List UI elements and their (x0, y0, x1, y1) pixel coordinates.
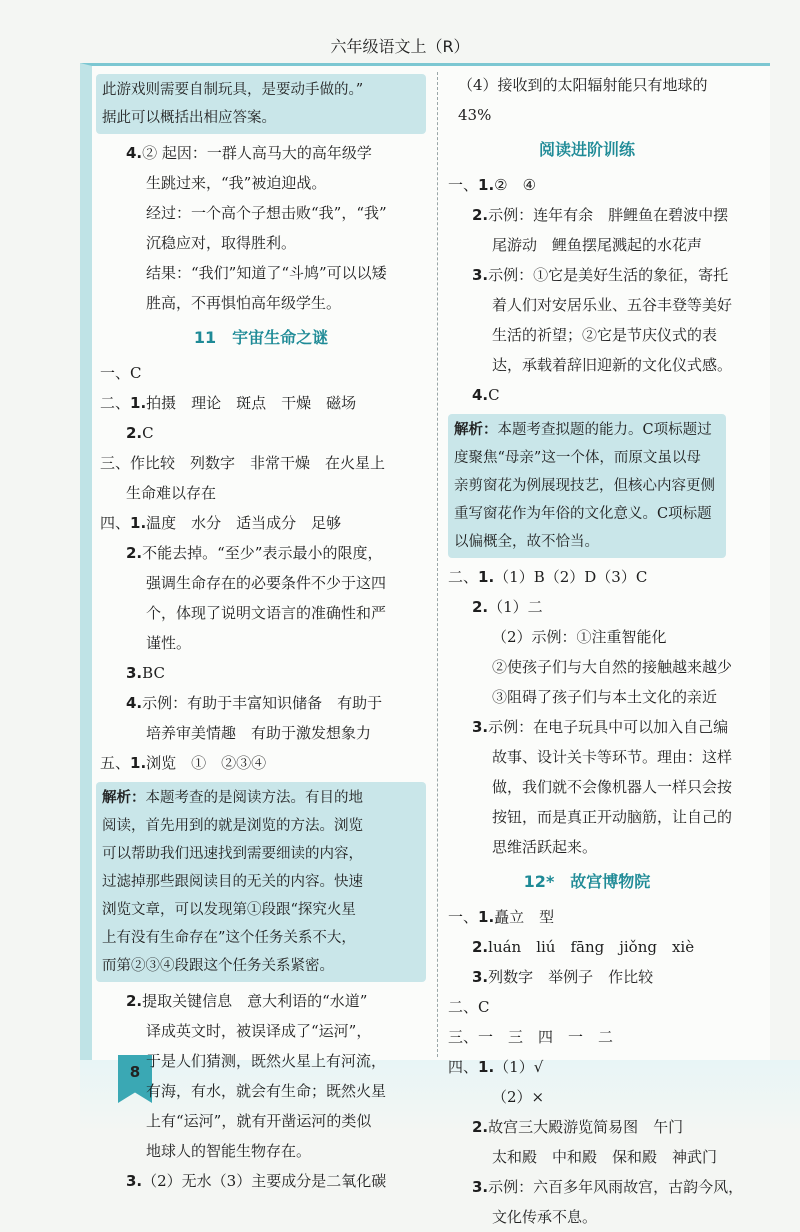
analysis-text: 过滤掉那些跟阅读目的无关的内容。快速 (102, 874, 363, 890)
item-number: 1. (130, 514, 147, 532)
answer-line (448, 1082, 726, 1112)
answer-line (448, 682, 726, 712)
answer-line (96, 388, 426, 418)
answer-text: 结果：“我们”知道了“斗鸠”可以以矮 (146, 264, 387, 282)
item-number: 1. (130, 754, 147, 772)
answer-line (96, 718, 426, 748)
answer-line (448, 592, 726, 622)
analysis-line (454, 500, 720, 528)
answer-text: 文化传承不息。 (492, 1208, 598, 1226)
answer-text: 列数字 举例子 作比较 (488, 968, 654, 986)
analysis-text: 上有没有生命存在”这个任务关系不大， (102, 930, 356, 946)
item-number: 3. (472, 1178, 489, 1196)
answer-text: 拍摄 理论 斑点 干燥 磁场 (146, 394, 357, 412)
answer-text: 译成英文时，被误译成了“运河”， (146, 1022, 372, 1040)
answer-line (96, 1016, 426, 1046)
item-number: 2. (472, 938, 489, 956)
answer-text: 有海，有水，就会有生命；既然火星 (146, 1082, 387, 1100)
analysis-text: 浏览文章，可以发现第①段跟“探究火星 (102, 902, 356, 918)
answer-text: （4）接收到的太阳辐射能只有地球的 (458, 76, 708, 94)
analysis-box (96, 74, 426, 134)
column-divider (437, 72, 438, 1057)
answer-text: 达，承载着辞旧迎新的文化仪式感。 (492, 356, 733, 374)
answer-line (448, 1172, 744, 1202)
analysis-text: 此游戏则需要自制玩具，是要动手做的。” (102, 82, 364, 98)
answer-line (448, 562, 726, 592)
item-number: 1. (478, 1058, 495, 1076)
answer-line (448, 992, 726, 1022)
answer-text: 生命难以存在 (126, 484, 217, 502)
answer-text: 三、一 三 四 一 二 (448, 1028, 614, 1046)
answer-text: 提取关键信息 意大利语的“水道” (142, 992, 368, 1010)
analysis-line (102, 924, 420, 952)
answer-text: （1）二 (488, 598, 543, 616)
analysis-text: 本题考查拟题的能力。C项标题过 (497, 422, 712, 438)
answer-text: （1）B（2）D（3）C (494, 568, 648, 586)
answer-line (448, 802, 733, 832)
answer-line (96, 658, 426, 688)
answer-line (448, 772, 733, 802)
item-number: 2. (126, 544, 143, 562)
answer-line (96, 1136, 426, 1166)
answer-text: 沉稳应对，取得胜利。 (146, 234, 297, 252)
answer-line (96, 688, 426, 718)
answer-line (448, 200, 729, 230)
answer-text: 于是人们猜测，既然火星上有河流， (146, 1052, 387, 1070)
answer-text: ③阻碍了孩子们与本土文化的亲近 (492, 688, 718, 706)
left-column (96, 70, 426, 1196)
answer-text: （2）× (492, 1088, 545, 1106)
item-number: 2. (472, 598, 489, 616)
answer-text: ②使孩子们与大自然的接触越来越少 (492, 658, 733, 676)
analysis-line (454, 528, 720, 556)
answer-line (448, 170, 726, 200)
answer-line (96, 138, 426, 168)
item-number: 2. (472, 206, 489, 224)
answer-text: （1）√ (494, 1058, 544, 1076)
answer-line (96, 418, 426, 448)
answer-text: 地球人的智能生物存在。 (146, 1142, 312, 1160)
analysis-line (454, 416, 720, 444)
answer-text: 经过：一个高个子想击败“我”，“我” (146, 204, 387, 222)
item-number: 3. (472, 968, 489, 986)
answer-text: 谨性。 (146, 634, 192, 652)
answer-text: 43% (458, 106, 492, 124)
section-marker: 五、 (100, 754, 131, 772)
item-number: 2. (126, 992, 143, 1010)
analysis-line (102, 840, 420, 868)
answer-text: ② ④ (494, 176, 537, 194)
analysis-line (102, 104, 420, 132)
answer-line (96, 598, 426, 628)
item-number: 3. (472, 266, 489, 284)
answer-line (448, 742, 733, 772)
answer-line (448, 622, 726, 652)
analysis-text: 而第②③④段跟这个任务关系紧密。 (102, 958, 334, 974)
answer-text: 故宫三大殿游览简易图 午门 (488, 1118, 684, 1136)
analysis-line (102, 896, 420, 924)
answer-text: 温度 水分 适当成分 足够 (146, 514, 342, 532)
answer-text: BC (142, 664, 165, 682)
answer-line (96, 448, 426, 478)
answer-line (448, 1202, 726, 1232)
answer-text: 按钮，而是真正开动脑筋，让自己的 (492, 808, 733, 826)
item-number: 3. (126, 664, 143, 682)
answer-line (448, 902, 726, 932)
analysis-label: 解析： (102, 789, 146, 806)
answer-text: 示例：①它是美好生活的象征，寄托 (488, 266, 729, 284)
answer-text: 示例：连年有余 胖鲤鱼在碧波中摆 (488, 206, 729, 224)
answer-line (448, 1112, 726, 1142)
analysis-line (102, 76, 420, 104)
analysis-label: 解析： (454, 421, 498, 438)
answer-line (448, 832, 726, 862)
answer-line (448, 380, 726, 410)
answer-line (448, 932, 726, 962)
analysis-line (102, 868, 420, 896)
answer-text: 生活的祈望；②它是节庆仪式的表 (492, 326, 718, 344)
answer-text: （2）无水（3）主要成分是二氧化碳 (142, 1172, 387, 1190)
analysis-text: 重写窗花作为年俗的文化意义。C项标题 (454, 506, 712, 522)
answer-text: 示例：在电子玩具中可以加入自己编 (488, 718, 729, 736)
section-title: 11 宇宙生命之谜 (193, 328, 329, 347)
item-number: 3. (472, 718, 489, 736)
answer-line (448, 350, 733, 380)
answer-text: ② 起因：一群人高马大的高年级学 (142, 144, 372, 162)
item-number: 4. (126, 144, 143, 162)
answer-line (96, 358, 426, 388)
answer-text: 生跳过来，“我”被迫迎战。 (146, 174, 327, 192)
answer-line (96, 748, 426, 778)
section-title: 阅读进阶训练 (538, 140, 635, 159)
section-marker: 四、 (448, 1058, 479, 1076)
answer-line (96, 288, 426, 318)
answer-text: 思维活跃起来。 (492, 838, 598, 856)
item-number: 2. (126, 424, 143, 442)
answer-line (448, 100, 726, 130)
item-number: 2. (472, 1118, 489, 1136)
answer-line (96, 168, 426, 198)
answer-text: 上有“运河”，就有开凿运河的类似 (146, 1112, 372, 1130)
answer-line (96, 228, 426, 258)
answer-text: 一、C (100, 364, 142, 382)
analysis-line (102, 784, 420, 812)
section-marker: 一、 (448, 908, 479, 926)
answer-text: 不能去掉。“至少”表示最小的限度， (142, 544, 383, 562)
answer-line (448, 320, 726, 350)
answer-text: 做，我们就不会像机器人一样只会按 (492, 778, 733, 796)
answer-line (96, 1166, 426, 1196)
answer-text: C (488, 386, 500, 404)
analysis-line (102, 812, 420, 840)
analysis-text: 据此可以概括出相应答案。 (102, 110, 276, 126)
analysis-line (102, 952, 420, 980)
answer-line (96, 628, 426, 658)
item-number: 4. (472, 386, 489, 404)
analysis-text: 亲剪窗花为例展现技艺，但核心内容更侧 (454, 478, 715, 494)
answer-text: 胜高，不再惧怕高年级学生。 (146, 294, 342, 312)
section-title: 12* 故宫博物院 (523, 872, 651, 891)
answer-text: 浏览 ① ②③④ (146, 754, 267, 772)
answer-line (96, 508, 426, 538)
answer-text: 矗立 型 (494, 908, 555, 926)
answer-text: （2）示例：①注重智能化 (492, 628, 667, 646)
answer-text: 太和殿 中和殿 保和殿 神武门 (492, 1148, 718, 1166)
page-number: 8 (129, 1063, 141, 1081)
analysis-box (96, 782, 426, 982)
answer-line (448, 1052, 726, 1082)
item-number: 1. (478, 568, 495, 586)
answer-text: luán liú fāng jiǒng xiè (488, 938, 695, 956)
answer-line (448, 290, 733, 320)
item-number: 1. (130, 394, 147, 412)
answer-text: 示例：有助于丰富知识储备 有助于 (142, 694, 383, 712)
analysis-text: 度聚焦“母亲”这一个体，而原文虽以母 (454, 450, 701, 466)
section-marker: 二、 (100, 394, 131, 412)
analysis-box (448, 414, 726, 558)
answer-line (96, 1076, 426, 1106)
analysis-text: 以偏概全，故不恰当。 (454, 534, 599, 550)
answer-line (96, 1046, 426, 1076)
analysis-text: 可以帮助我们迅速找到需要细读的内容， (102, 846, 363, 862)
item-number: 1. (478, 908, 495, 926)
answer-line (448, 962, 726, 992)
answer-text: 个，体现了说明文语言的准确性和严 (146, 604, 387, 622)
section-marker: 二、 (448, 568, 479, 586)
analysis-text: 阅读，首先用到的就是浏览的方法。浏览 (102, 818, 363, 834)
item-number: 1. (478, 176, 495, 194)
answer-text: 培养审美情趣 有助于激发想象力 (146, 724, 372, 742)
answer-line (448, 1022, 726, 1052)
analysis-line (454, 444, 720, 472)
answer-text: 着人们对安居乐业、五谷丰登等美好 (492, 296, 733, 314)
answer-line (448, 70, 726, 100)
analysis-line (454, 472, 720, 500)
answer-text: 示例：六百多年风雨故宫，古韵今风， (488, 1178, 744, 1196)
analysis-text: 本题考查的是阅读方法。有目的地 (145, 790, 363, 806)
item-number: 4. (126, 694, 143, 712)
answer-text: 二、C (448, 998, 490, 1016)
answer-text: 三、作比较 列数字 非常干燥 在火星上 (100, 454, 386, 472)
answer-line (96, 986, 426, 1016)
answer-line (448, 260, 729, 290)
answer-text: 故事、设计关卡等环节。理由：这样 (492, 748, 733, 766)
answer-line (96, 538, 426, 568)
right-column (448, 70, 744, 1232)
page-header: 六年级语文上（R） (330, 37, 470, 56)
answer-line (96, 258, 426, 288)
answer-line (96, 198, 426, 228)
answer-line (448, 1142, 726, 1172)
answer-line (96, 568, 426, 598)
section-marker: 四、 (100, 514, 131, 532)
answer-line (448, 652, 733, 682)
answer-line (448, 230, 726, 260)
answer-line (96, 478, 426, 508)
section-marker: 一、 (448, 176, 479, 194)
answer-text: C (142, 424, 154, 442)
item-number: 3. (126, 1172, 143, 1190)
answer-text: 尾游动 鲤鱼摆尾溅起的水花声 (492, 236, 703, 254)
answer-text: 强调生命存在的必要条件不少于这四 (146, 574, 387, 592)
answer-line (448, 712, 729, 742)
